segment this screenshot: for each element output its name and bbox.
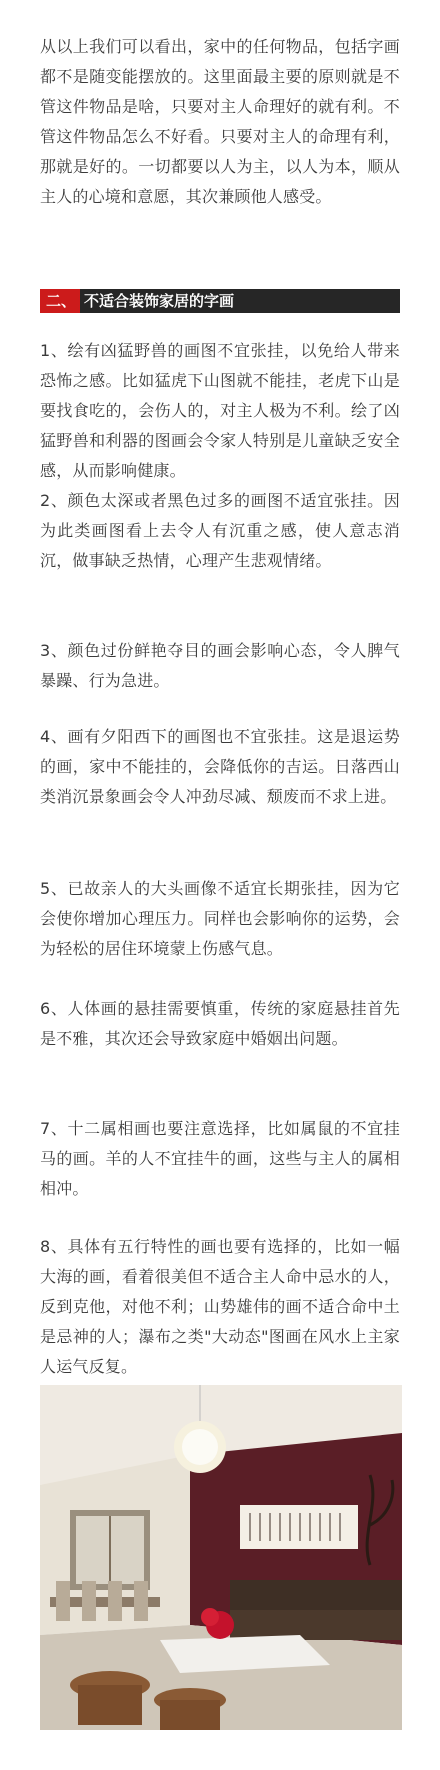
section-heading [40,289,400,313]
living-room-photo [40,1385,402,1730]
list-item: 1、绘有凶猛野兽的画图不宜张挂，以免给人带来恐怖之感。比如猛虎下山图就不能挂，老虎下山是要找食吃的，会伤人的，对主人极为不利。绘了凶猛野兽和利器的图画会令家人特别是儿童缺乏安全感，从而影响健康。 [40,341,400,480]
section-title: 不适合装饰家居的字画 [84,292,235,310]
list-item: 5、已故亲人的大头画像不适宜长期张挂，因为它会使你增加心理压力。同样也会影响你的运势，会为轻松的居住环境蒙上伤感气息。 [40,879,400,958]
list-item: 3、颜色过份鲜艳夺目的画会影响心态，令人脾气暴躁、行为急进。 [40,641,400,690]
list-item: 8、具体有五行特性的画也要有选择的，比如一幅大海的画，看着很美但不适合主人命中忌水的人，反到克他，对他不利；山势雄伟的画不适合命中土是忌神的人；瀑布之类"大动态"图画在风水上主家人运气反复。 [40,1237,400,1376]
list-item: 7、十二属相画也要注意选择，比如属鼠的不宜挂马的画。羊的人不宜挂牛的画，这些与主人的属相相冲。 [40,1119,400,1198]
intro-paragraph: 从以上我们可以看出，家中的任何物品，包括字画都不是随变能摆放的。这里面最主要的原则就是不管这件物品是啥，只要对主人命理好的就有利。不管这件物品怎么不好看。只要对主人的命理有利，那就是好的。一切都要以人为主，以人为本，顺从主人的心境和意愿，其次兼顾他人感受。 [40,37,400,206]
list-item: 6、人体画的悬挂需要慎重，传统的家庭悬挂首先是不雅，其次还会导致家庭中婚姻出问题。 [40,999,400,1048]
living-room-illustration [40,1385,402,1730]
list-item: 2、颜色太深或者黑色过多的画图不适宜张挂。因为此类画图看上去令人有沉重之感，使人意志消沉，做事缺乏热情，心理产生悲观情绪。 [40,491,400,570]
list-item: 4、画有夕阳西下的画图也不宜张挂。这是退运势的画，家中不能挂的，会降低你的吉运。日落西山类消沉景象画会令人冲劲尽减、颓废而不求上进。 [40,727,400,806]
section-number: 二、 [40,289,80,313]
